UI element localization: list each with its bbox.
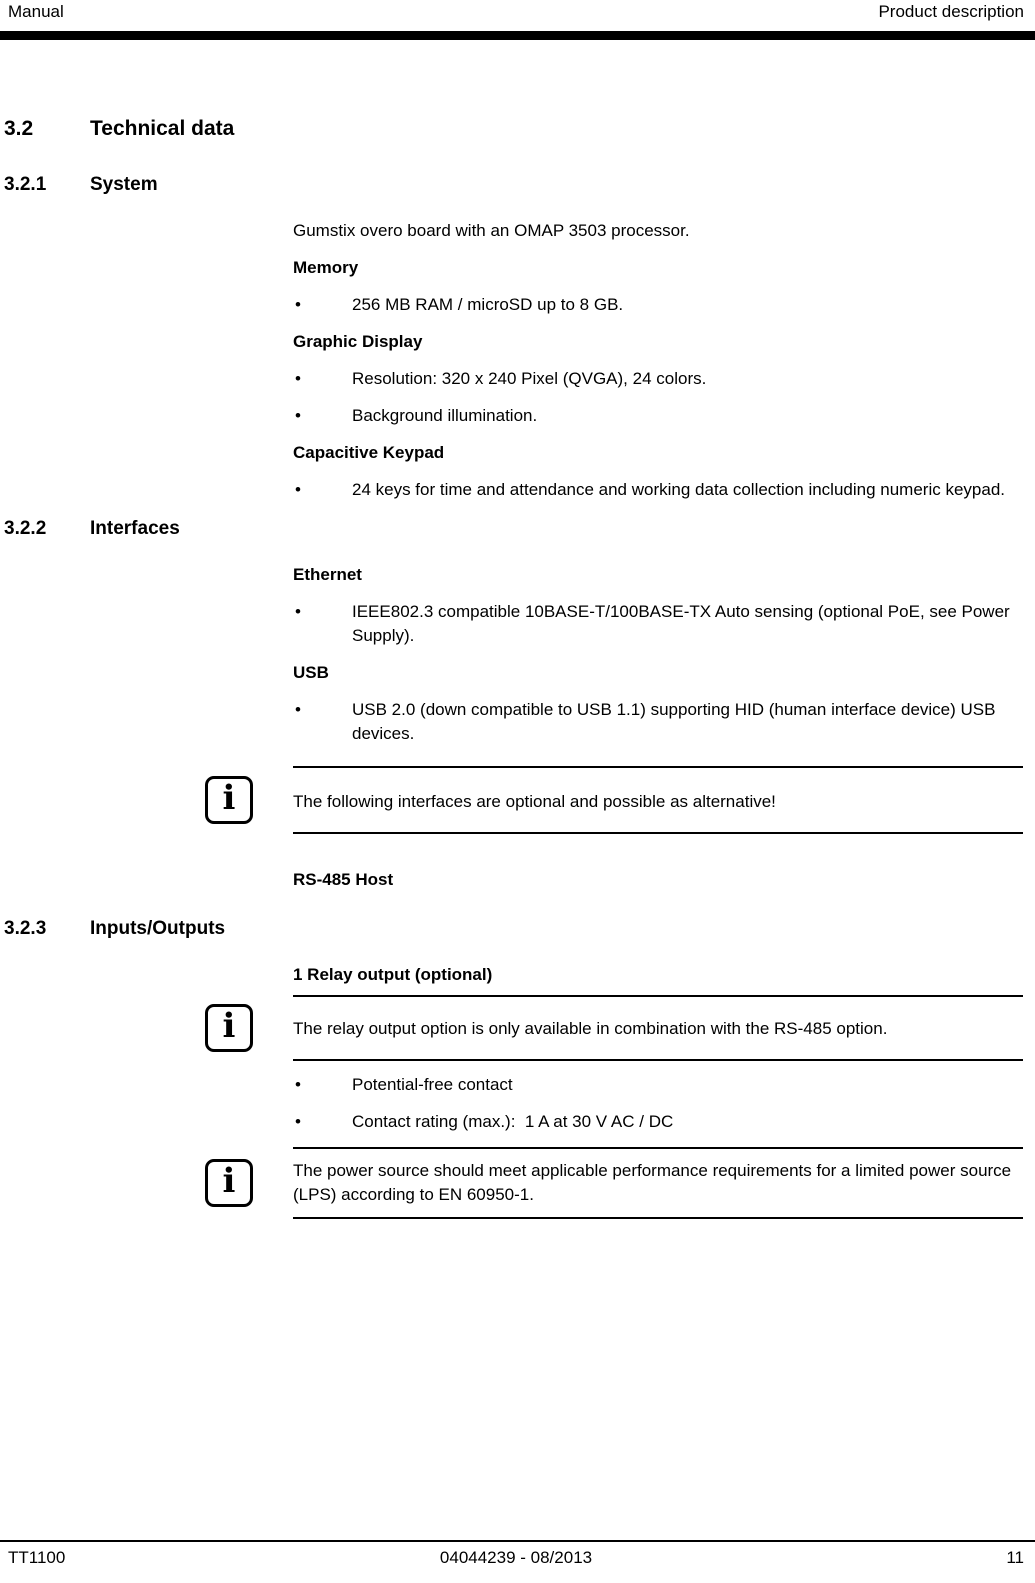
footer-page-number: 11 [1006,1548,1025,1567]
section-number: 3.2 [4,117,34,140]
list-item-text: Resolution: 320 x 240 Pixel (QVGA), 24 colors. [352,369,707,388]
list-item-text: Contact rating (max.): 1 A at 30 V AC / DC [352,1112,674,1131]
relay-output-heading: 1 Relay output (optional) [293,963,1023,997]
bullet-icon: • [295,480,301,499]
section-3-2-heading [0,116,1035,142]
ethernet-heading: Ethernet [293,565,362,584]
page-footer [0,1540,1035,1583]
bullet-icon: • [295,602,301,621]
note-text: The relay output option is only available in combination with the RS-485 option. [293,1019,888,1038]
list-item [293,1073,1023,1097]
list-item-text: USB 2.0 (down compatible to USB 1.1) supporting HID (human interface device) USB devices. [352,700,1001,743]
io-body [293,1073,1023,1134]
header-rule [0,31,1035,40]
system-intro: Gumstix overo board with an OMAP 3503 processor. [293,221,690,240]
bullet-icon: • [295,406,301,425]
info-note-power [222,1147,1023,1219]
section-number: 3.2.2 [4,518,47,539]
system-body [293,219,1023,502]
list-item [293,293,1023,317]
bullet-icon: • [295,1075,301,1094]
info-icon-glyph: i [222,1006,236,1046]
bullet-icon: • [295,369,301,388]
section-number: 3.2.1 [4,174,47,195]
list-item [293,404,1023,428]
info-note-relay [222,997,1023,1061]
section-3-2-2-heading [0,517,1035,541]
footer-doc-id: TT1100 [8,1548,66,1567]
bullet-icon: • [295,700,301,719]
list-item-text: IEEE802.3 compatible 10BASE-T/100BASE-TX Auto sensing (optional PoE, see Power Supply). [352,602,1015,645]
page-header [0,0,1035,22]
info-icon-glyph: i [222,1161,236,1201]
bullet-icon: • [295,1112,301,1131]
section-3-2-3-heading [0,917,1035,941]
list-item-text: Potential-free contact [352,1075,513,1094]
info-icon-glyph: i [222,778,236,818]
info-icon [205,776,253,824]
capacitive-keypad-heading: Capacitive Keypad [293,443,445,462]
section-title: System [90,174,158,195]
section-title: Technical data [90,117,235,140]
bullet-icon: • [295,295,301,314]
memory-heading: Memory [293,258,359,277]
list-item [293,478,1023,502]
list-item [293,367,1023,391]
note-text: The power source should meet applicable performance requirements for a limited power source (LPS) according to EN 60950-1. [293,1161,1012,1204]
section-3-2-1-heading [0,173,1035,197]
section-title: Inputs/Outputs [90,918,226,939]
footer-part-number: 04044239 - 08/2013 [439,1548,593,1567]
usb-heading: USB [293,663,329,682]
rs485-host-heading: RS-485 Host [293,870,394,889]
section-title: Interfaces [90,518,180,539]
header-right-text: Product description [878,2,1024,21]
interfaces-body [293,563,1023,746]
list-item-text: Background illumination. [352,406,538,425]
list-item-text: 256 MB RAM / microSD up to 8 GB. [352,295,624,314]
list-item [293,1110,1023,1134]
section-number: 3.2.3 [4,918,47,939]
info-icon [205,1004,253,1052]
header-left-text: Manual [8,2,64,21]
info-note-interfaces [222,766,1023,834]
list-item [293,698,1023,746]
page-content [0,40,1035,1219]
info-icon [205,1159,253,1207]
list-item [293,600,1023,648]
list-item-text: 24 keys for time and attendance and working data collection including numeric keypad. [352,480,1005,499]
graphic-display-heading: Graphic Display [293,332,423,351]
note-text: The following interfaces are optional and possible as alternative! [293,792,776,811]
